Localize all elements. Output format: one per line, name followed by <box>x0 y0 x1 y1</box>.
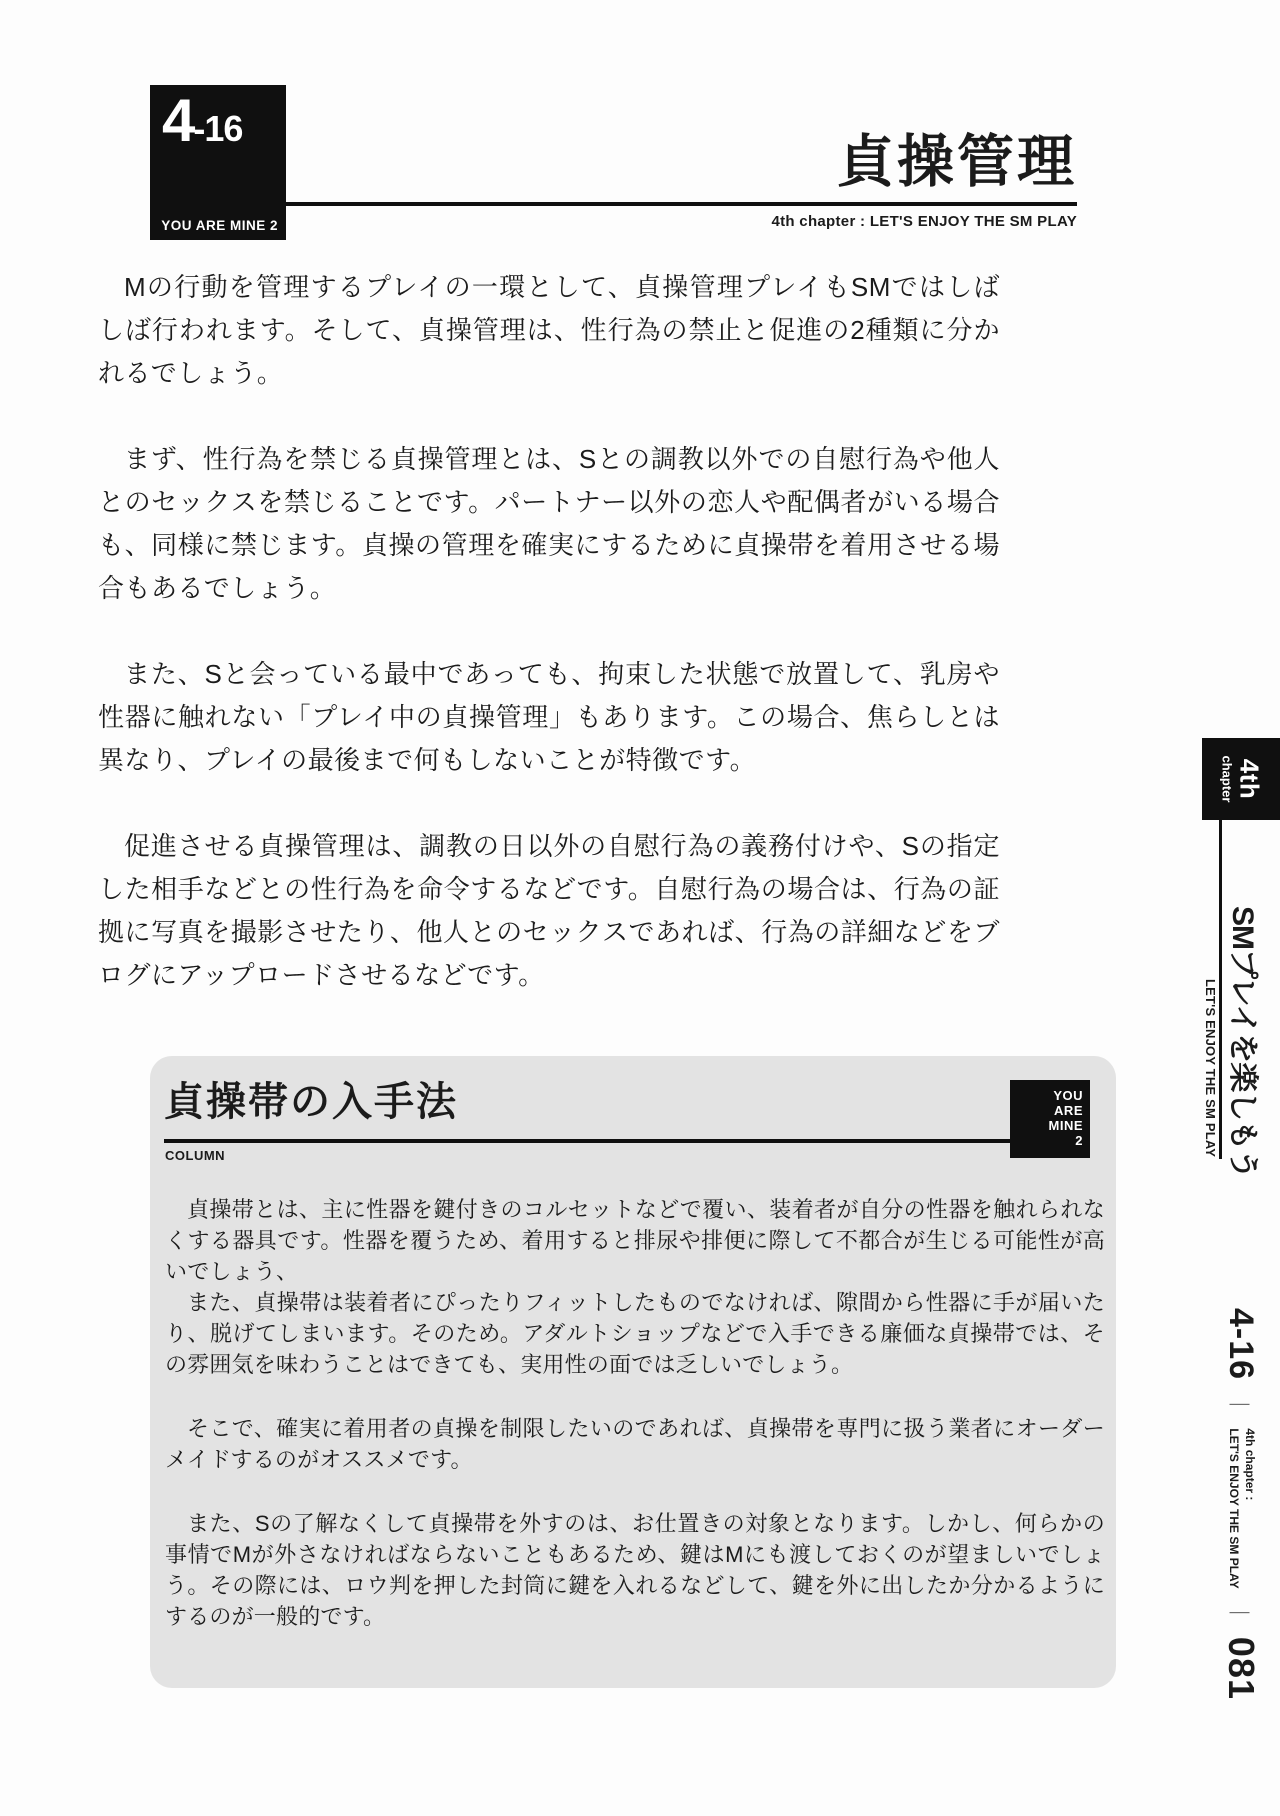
series-badge-line: ARE <box>1054 1103 1083 1119</box>
chapter-number-small: -16 <box>193 108 243 149</box>
header-subtitle: 4th chapter : LET'S ENJOY THE SM PLAY <box>771 213 1077 230</box>
column-paragraph: そこで、確実に着用者の貞操を制限したいのであれば、貞操帯を専門に扱う業者にオーダーメイドするのがオススメです。 <box>165 1416 1105 1472</box>
sidebar-footer <box>1221 1308 1261 1700</box>
header-rule <box>286 202 1077 206</box>
sidebar-chapter-ref-line: LET'S ENJOY THE SM PLAY <box>1227 1428 1241 1589</box>
body-paragraph: まず、性行為を禁じる貞操管理とは、Sとの調教以外での自慰行為や他人とのセックスを禁じることです。パートナー以外の恋人や配偶者がいる場合も、同様に禁じます。貞操の管理を確実にするために貞操帯を着用させる場合もあるでしょう。 <box>98 444 1000 603</box>
column-paragraph: 貞操帯とは、主に性器を鍵付きのコルセットなどで覆い、装着者が自分の性器を触れられなくする器具です。性器を覆うため、着用すると排尿や排便に際して不都合が生じる可能性が高いでしょう、 <box>165 1197 1105 1284</box>
brand-label: YOU ARE MINE 2 <box>161 218 278 233</box>
chapter-number-box <box>150 85 286 240</box>
column-body <box>165 1194 1105 1632</box>
chapter-number <box>162 87 243 154</box>
page-number: 081 <box>1221 1636 1262 1700</box>
series-badge-line: YOU <box>1053 1088 1083 1104</box>
page-title: 貞操管理 <box>837 130 1077 194</box>
sidebar-series-title: SMプレイを楽しもう <box>1226 906 1259 1179</box>
sidebar-separator: ｜ <box>1227 1394 1250 1415</box>
sidebar-chapter-reference <box>1225 1428 1256 1588</box>
column-paragraph: また、Sの了解なくして貞操帯を外すのは、お仕置きの対象となります。しかし、何らかの事情でMが外さなければならないこともあるため、鍵はMにも渡しておくのが望ましいでしょう。その際には、ロウ判を押した封筒に鍵を入れるなどして、鍵を外に出したか分かるようにするのが一般的です。 <box>165 1511 1105 1629</box>
side-tab-chapter-number: 4th <box>1234 758 1264 800</box>
body-paragraph: Mの行動を管理するプレイの一環として、貞操管理プレイもSMではしばしば行われます。そして、貞操管理は、性行為の禁止と促進の2種類に分かれるでしょう。 <box>98 272 1000 388</box>
sidebar-separator: ｜ <box>1227 1602 1250 1623</box>
body-text <box>98 266 1000 997</box>
sidebar-section-number: 4-16 <box>1222 1308 1261 1381</box>
column-heading: 貞操帯の入手法 <box>164 1080 458 1124</box>
body-paragraph: 促進させる貞操管理は、調教の日以外の自慰行為の義務付けや、Sの指定した相手などとの性行為を命令するなどです。自慰行為の場合は、行為の証拠に写真を撮影させたり、他人とのセックスであれば、行為の詳細などをブログにアップロードさせるなどです。 <box>98 831 1000 990</box>
chapter-side-tab-text <box>1220 756 1262 803</box>
chapter-side-tab <box>1202 738 1280 820</box>
column-label: COLUMN <box>165 1148 226 1163</box>
body-paragraph: また、Sと会っている最中であっても、拘束した状態で放置して、乳房や性器に触れない「プレイ中の貞操管理」もあります。この場合、焦らしとは異なり、プレイの最後まで何もしないことが特徴です。 <box>98 659 1000 775</box>
column-paragraph: また、貞操帯は装着者にぴったりフィットしたものでなければ、隙間から性器に手が届いたり、脱げてしまいます。そのため。アダルトショップなどで入手できる廉価な貞操帯では、その雰囲気を味わうことはできても、実用性の面では乏しいでしょう。 <box>165 1290 1105 1377</box>
column-heading-rule <box>164 1139 1010 1143</box>
column-box <box>150 1056 1116 1688</box>
series-badge-line: 2 <box>1075 1132 1083 1148</box>
chapter-number-big: 4 <box>162 87 194 154</box>
side-tab-chapter-word: chapter <box>1219 755 1234 803</box>
series-badge <box>1010 1080 1090 1158</box>
sidebar-chapter-ref-line: 4th chapter : <box>1242 1428 1257 1501</box>
sidebar-rule <box>1219 818 1222 1159</box>
series-badge-line: MINE <box>1048 1118 1083 1133</box>
sidebar-series-subtitle: LET'S ENJOY THE SM PLAY <box>1203 979 1218 1158</box>
